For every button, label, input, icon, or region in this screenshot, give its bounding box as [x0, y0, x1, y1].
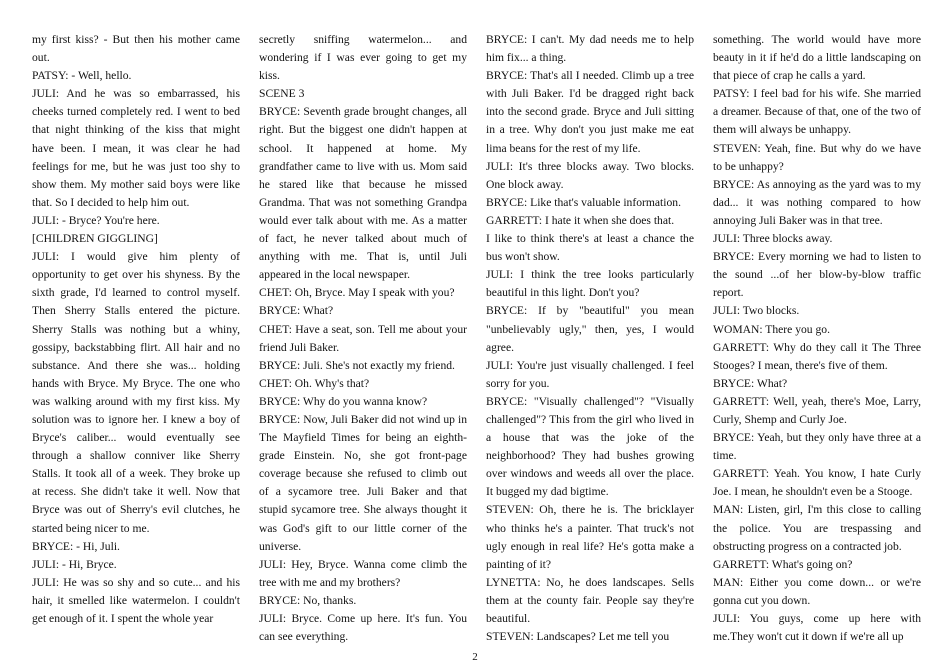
paragraph: I like to think there's at least a chance the bus won't show. [486, 232, 694, 264]
text-column-3 [486, 31, 694, 646]
paragraph: STEVEN: Oh, there he is. The bricklayer who thinks he's a painter. That truck's not ugly enough in real life? He's gotta make a painting of it? [486, 503, 694, 571]
paragraph: JULI: - Hi, Bryce. [32, 557, 117, 571]
text-column-1 [32, 31, 240, 628]
paragraph: JULI: Two blocks. [713, 304, 800, 318]
paragraph: BRYCE: As annoying as the yard was to my dad... it was nothing compared to how annoying Juli Baker was in that tree. [713, 177, 921, 227]
paragraph: BRYCE: If by "beautiful" you mean "unbelievably ugly," then, yes, I would agree. [486, 304, 694, 354]
paragraph: my first kiss? - But then his mother came out. [32, 33, 240, 65]
paragraph: JULI: And he was so embarrassed, his cheeks turned completely red. I went to bed that night thinking of the kiss that might have been. I mean, it was clear he had feelings for me, but he was just too shy to show them. My mother said boys were like that. So I decided to help him out. [32, 87, 240, 209]
paragraph: STEVEN: Landscapes? Let me tell you [486, 630, 670, 644]
text-column-4 [713, 31, 921, 646]
paragraph: GARRETT: I hate it when she does that. [486, 213, 675, 227]
paragraph: JULI: Hey, Bryce. Wanna come climb the tree with me and my brothers? [259, 557, 467, 589]
paragraph: JULI: You're just visually challenged. I feel sorry for you. [486, 358, 694, 390]
paragraph: PATSY: - Well, hello. [32, 69, 132, 83]
paragraph: LYNETTA: No, he does landscapes. Sells them at the county fair. People say they're beautiful. [486, 575, 694, 625]
paragraph: [CHILDREN GIGGLING] [32, 232, 158, 246]
paragraph: GARRETT: Yeah. You know, I hate Curly Joe. I mean, he shouldn't even be a Stooge. [713, 467, 921, 499]
paragraph: SCENE 3 [259, 87, 305, 101]
paragraph: BRYCE: What? [259, 304, 334, 318]
paragraph: something. The world would have more beauty in it if he'd do a little landscaping on that piece of crap he calls a yard. [713, 33, 921, 83]
page-number: 2 [472, 651, 478, 663]
paragraph: JULI: Bryce. Come up here. It's fun. You can see everything. [259, 612, 467, 644]
paragraph: CHET: Oh. Why's that? [259, 376, 370, 390]
paragraph: CHET: Oh, Bryce. May I speak with you? [259, 286, 455, 300]
paragraph: BRYCE: Yeah, but they only have three at a time. [713, 431, 921, 463]
paragraph: BRYCE: Like that's valuable information. [486, 195, 681, 209]
paragraph: JULI: He was so shy and so cute... and his hair, it smelled like watermelon. I couldn't get enough of it. I spent the whole year [32, 575, 240, 625]
paragraph: BRYCE: What? [713, 376, 788, 390]
paragraph: JULI: Three blocks away. [713, 232, 833, 246]
paragraph: JULI: It's three blocks away. Two blocks. One block away. [486, 159, 694, 191]
paragraph: BRYCE: Now, Juli Baker did not wind up in The Mayfield Times for being an eighth-grade Einstein. No, she got front-page coverage because she refused to climb out of a sycamore tree. Juli Baker and that stupid sycamore tree. She always thought it was God's gift to our little corner of the universe. [259, 412, 467, 553]
paragraph: BRYCE: Seventh grade brought changes, all right. But the biggest one didn't happen at school. It happened at home. My grandfather came to live with us. Mom said he stared like that because he missed Grandma. That was not something Grandpa would ever talk about with me. As a matter of fact, he never talked about much of anything with me. That is, until Juli appeared in the local newspaper. [259, 105, 467, 282]
paragraph: CHET: Have a seat, son. Tell me about your friend Juli Baker. [259, 322, 467, 354]
paragraph: BRYCE: "Visually challenged"? "Visually challenged"? This from the girl who lived in a house that was the joke of the neighborhood? They had bushes growing over windows and weeds all over the place. It bugged my dad bigtime. [486, 394, 694, 499]
paragraph: GARRETT: Why do they call it The Three Stooges? I mean, there's five of them. [713, 340, 921, 372]
paragraph: BRYCE: That's all I needed. Climb up a tree with Juli Baker. I'd be dragged right back into the second grade. Bryce and Juli sitting in a tree. Why don't you just make me eat lima beans for the rest of my life. [486, 69, 694, 155]
paragraph: BRYCE: Juli. She's not exactly my friend. [259, 358, 455, 372]
paragraph: MAN: Listen, girl, I'm this close to calling the police. You are trespassing and obstructing progress on a contracted job. [713, 503, 921, 553]
paragraph: WOMAN: There you go. [713, 322, 830, 336]
paragraph: JULI: I think the tree looks particularly beautiful in this light. Don't you? [486, 268, 694, 300]
paragraph: GARRETT: Well, yeah, there's Moe, Larry, Curly, Shemp and Curly Joe. [713, 394, 921, 426]
paragraph: MAN: Either you come down... or we're gonna cut you down. [713, 575, 921, 607]
paragraph: STEVEN: Yeah, fine. But why do we have to be unhappy? [713, 141, 921, 173]
paragraph: BRYCE: - Hi, Juli. [32, 539, 120, 553]
paragraph: GARRETT: What's going on? [713, 557, 853, 571]
paragraph: JULI: - Bryce? You're here. [32, 213, 160, 227]
paragraph: BRYCE: No, thanks. [259, 593, 357, 607]
paragraph: BRYCE: Why do you wanna know? [259, 394, 428, 408]
paragraph: JULI: You guys, come up here with me.They won't cut it down if we're all up [713, 612, 921, 644]
paragraph: BRYCE: I can't. My dad needs me to help him fix... a thing. [486, 33, 694, 65]
text-column-2 [259, 31, 467, 646]
paragraph: JULI: I would give him plenty of opportunity to get over his shyness. By the sixth grade, I'd learned to control myself. Then Sherry Stalls entered the picture. Sherry Stalls was nothing but a whiny, gossipy, backstabbing flirt. All hair and no substance. And there she was... holding hands with Bryce. My Bryce. The one who was walking around with my first kiss. My solution was to ignore her. I knew a boy of Bryce's caliber... would eventually see through a shallow conniver like Sherry Stalls. It took all of a week. They broke up at recess. She didn't take it well. Now that Bryce was out of Sherry's evil clutches, he started being nicer to me. [32, 250, 240, 535]
paragraph: BRYCE: Every morning we had to listen to the sound ...of her blow-by-blow traffic report. [713, 250, 921, 300]
paragraph: PATSY: I feel bad for his wife. She married a dreamer. Because of that, one of the two of them will always be unhappy. [713, 87, 921, 137]
paragraph: secretly sniffing watermelon... and wondering if I was ever going to get my kiss. [259, 33, 467, 83]
